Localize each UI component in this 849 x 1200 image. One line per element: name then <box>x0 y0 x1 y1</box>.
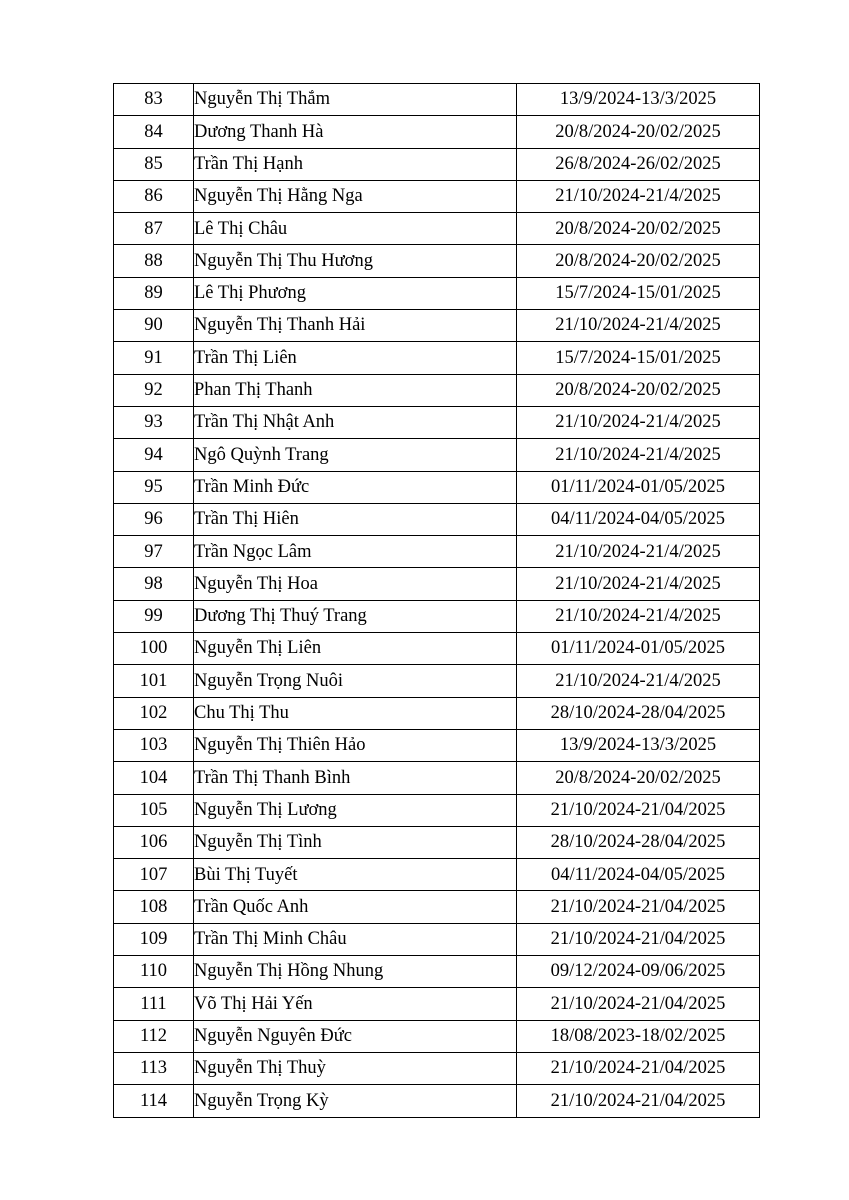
row-number-cell: 89 <box>114 277 194 309</box>
table-row <box>114 180 760 212</box>
row-number-cell: 104 <box>114 762 194 794</box>
period-cell: 21/10/2024-21/4/2025 <box>517 439 760 471</box>
row-number-cell: 94 <box>114 439 194 471</box>
person-name-cell: Nguyễn Thị Thuỳ <box>194 1052 517 1084</box>
person-name-cell: Trần Thị Minh Châu <box>194 923 517 955</box>
person-name-cell: Ngô Quỳnh Trang <box>194 439 517 471</box>
person-name-cell: Lê Thị Châu <box>194 213 517 245</box>
person-name-cell: Nguyễn Thị Thanh Hải <box>194 310 517 342</box>
period-cell: 28/10/2024-28/04/2025 <box>517 826 760 858</box>
person-name-cell: Trần Thị Nhật Anh <box>194 406 517 438</box>
person-name-cell: Trần Thị Liên <box>194 342 517 374</box>
row-number-cell: 87 <box>114 213 194 245</box>
row-number-cell: 84 <box>114 116 194 148</box>
person-name-cell: Trần Ngọc Lâm <box>194 536 517 568</box>
person-name-cell: Nguyễn Thị Hoa <box>194 568 517 600</box>
row-number-cell: 90 <box>114 310 194 342</box>
row-number-cell: 95 <box>114 471 194 503</box>
table-row <box>114 148 760 180</box>
period-cell: 21/10/2024-21/4/2025 <box>517 180 760 212</box>
table-row <box>114 1020 760 1052</box>
row-number-cell: 83 <box>114 84 194 116</box>
person-name-cell: Trần Quốc Anh <box>194 891 517 923</box>
row-number-cell: 88 <box>114 245 194 277</box>
person-name-cell: Nguyễn Trọng Kỳ <box>194 1085 517 1117</box>
person-name-cell: Nguyễn Thị Thiên Hảo <box>194 729 517 761</box>
table-row <box>114 503 760 535</box>
period-cell: 21/10/2024-21/4/2025 <box>517 665 760 697</box>
period-cell: 26/8/2024-26/02/2025 <box>517 148 760 180</box>
table-row <box>114 1052 760 1084</box>
person-name-cell: Phan Thị Thanh <box>194 374 517 406</box>
row-number-cell: 101 <box>114 665 194 697</box>
person-name-cell: Nguyễn Thị Lương <box>194 794 517 826</box>
period-cell: 21/10/2024-21/04/2025 <box>517 988 760 1020</box>
table-row <box>114 794 760 826</box>
period-cell: 15/7/2024-15/01/2025 <box>517 277 760 309</box>
row-number-cell: 102 <box>114 697 194 729</box>
person-name-cell: Trần Thị Hạnh <box>194 148 517 180</box>
row-number-cell: 110 <box>114 956 194 988</box>
period-cell: 13/9/2024-13/3/2025 <box>517 84 760 116</box>
row-number-cell: 91 <box>114 342 194 374</box>
table-body <box>114 84 760 1118</box>
period-cell: 28/10/2024-28/04/2025 <box>517 697 760 729</box>
table-row <box>114 310 760 342</box>
person-name-cell: Nguyễn Thị Thắm <box>194 84 517 116</box>
table-row <box>114 406 760 438</box>
table-row <box>114 1085 760 1117</box>
row-number-cell: 106 <box>114 826 194 858</box>
period-cell: 21/10/2024-21/4/2025 <box>517 536 760 568</box>
staff-list-table <box>113 83 760 1118</box>
person-name-cell: Nguyễn Thị Hồng Nhung <box>194 956 517 988</box>
person-name-cell: Nguyễn Thị Thu Hương <box>194 245 517 277</box>
table-row <box>114 439 760 471</box>
row-number-cell: 109 <box>114 923 194 955</box>
table-row <box>114 84 760 116</box>
table-row <box>114 729 760 761</box>
row-number-cell: 98 <box>114 568 194 600</box>
period-cell: 15/7/2024-15/01/2025 <box>517 342 760 374</box>
row-number-cell: 113 <box>114 1052 194 1084</box>
period-cell: 20/8/2024-20/02/2025 <box>517 245 760 277</box>
table-row <box>114 342 760 374</box>
person-name-cell: Trần Thị Hiên <box>194 503 517 535</box>
table-row <box>114 116 760 148</box>
table-row <box>114 923 760 955</box>
table-row <box>114 956 760 988</box>
table-row <box>114 536 760 568</box>
period-cell: 04/11/2024-04/05/2025 <box>517 503 760 535</box>
row-number-cell: 105 <box>114 794 194 826</box>
person-name-cell: Lê Thị Phương <box>194 277 517 309</box>
row-number-cell: 93 <box>114 406 194 438</box>
row-number-cell: 103 <box>114 729 194 761</box>
row-number-cell: 97 <box>114 536 194 568</box>
person-name-cell: Nguyễn Thị Hằng Nga <box>194 180 517 212</box>
period-cell: 13/9/2024-13/3/2025 <box>517 729 760 761</box>
period-cell: 09/12/2024-09/06/2025 <box>517 956 760 988</box>
period-cell: 21/10/2024-21/04/2025 <box>517 1052 760 1084</box>
period-cell: 21/10/2024-21/4/2025 <box>517 310 760 342</box>
period-cell: 21/10/2024-21/4/2025 <box>517 600 760 632</box>
period-cell: 21/10/2024-21/04/2025 <box>517 1085 760 1117</box>
person-name-cell: Bùi Thị Tuyết <box>194 859 517 891</box>
table-row <box>114 665 760 697</box>
person-name-cell: Nguyễn Nguyên Đức <box>194 1020 517 1052</box>
table-row <box>114 988 760 1020</box>
table-row <box>114 697 760 729</box>
period-cell: 20/8/2024-20/02/2025 <box>517 213 760 245</box>
period-cell: 21/10/2024-21/04/2025 <box>517 923 760 955</box>
table-row <box>114 374 760 406</box>
person-name-cell: Nguyễn Thị Liên <box>194 633 517 665</box>
period-cell: 18/08/2023-18/02/2025 <box>517 1020 760 1052</box>
row-number-cell: 114 <box>114 1085 194 1117</box>
period-cell: 20/8/2024-20/02/2025 <box>517 116 760 148</box>
row-number-cell: 96 <box>114 503 194 535</box>
period-cell: 21/10/2024-21/4/2025 <box>517 406 760 438</box>
table-row <box>114 471 760 503</box>
person-name-cell: Trần Minh Đức <box>194 471 517 503</box>
row-number-cell: 108 <box>114 891 194 923</box>
row-number-cell: 85 <box>114 148 194 180</box>
row-number-cell: 107 <box>114 859 194 891</box>
period-cell: 20/8/2024-20/02/2025 <box>517 374 760 406</box>
table-row <box>114 762 760 794</box>
period-cell: 20/8/2024-20/02/2025 <box>517 762 760 794</box>
row-number-cell: 92 <box>114 374 194 406</box>
person-name-cell: Nguyễn Trọng Nuôi <box>194 665 517 697</box>
table-row <box>114 891 760 923</box>
period-cell: 21/10/2024-21/04/2025 <box>517 891 760 923</box>
period-cell: 01/11/2024-01/05/2025 <box>517 633 760 665</box>
row-number-cell: 100 <box>114 633 194 665</box>
row-number-cell: 99 <box>114 600 194 632</box>
table-row <box>114 277 760 309</box>
table-row <box>114 213 760 245</box>
person-name-cell: Nguyễn Thị Tình <box>194 826 517 858</box>
period-cell: 21/10/2024-21/04/2025 <box>517 794 760 826</box>
row-number-cell: 111 <box>114 988 194 1020</box>
table-row <box>114 826 760 858</box>
row-number-cell: 112 <box>114 1020 194 1052</box>
row-number-cell: 86 <box>114 180 194 212</box>
person-name-cell: Dương Thanh Hà <box>194 116 517 148</box>
table-row <box>114 859 760 891</box>
person-name-cell: Dương Thị Thuý Trang <box>194 600 517 632</box>
period-cell: 01/11/2024-01/05/2025 <box>517 471 760 503</box>
person-name-cell: Võ Thị Hải Yến <box>194 988 517 1020</box>
table-row <box>114 245 760 277</box>
person-name-cell: Chu Thị Thu <box>194 697 517 729</box>
table-row <box>114 600 760 632</box>
period-cell: 21/10/2024-21/4/2025 <box>517 568 760 600</box>
table-row <box>114 633 760 665</box>
table-row <box>114 568 760 600</box>
person-name-cell: Trần Thị Thanh Bình <box>194 762 517 794</box>
period-cell: 04/11/2024-04/05/2025 <box>517 859 760 891</box>
